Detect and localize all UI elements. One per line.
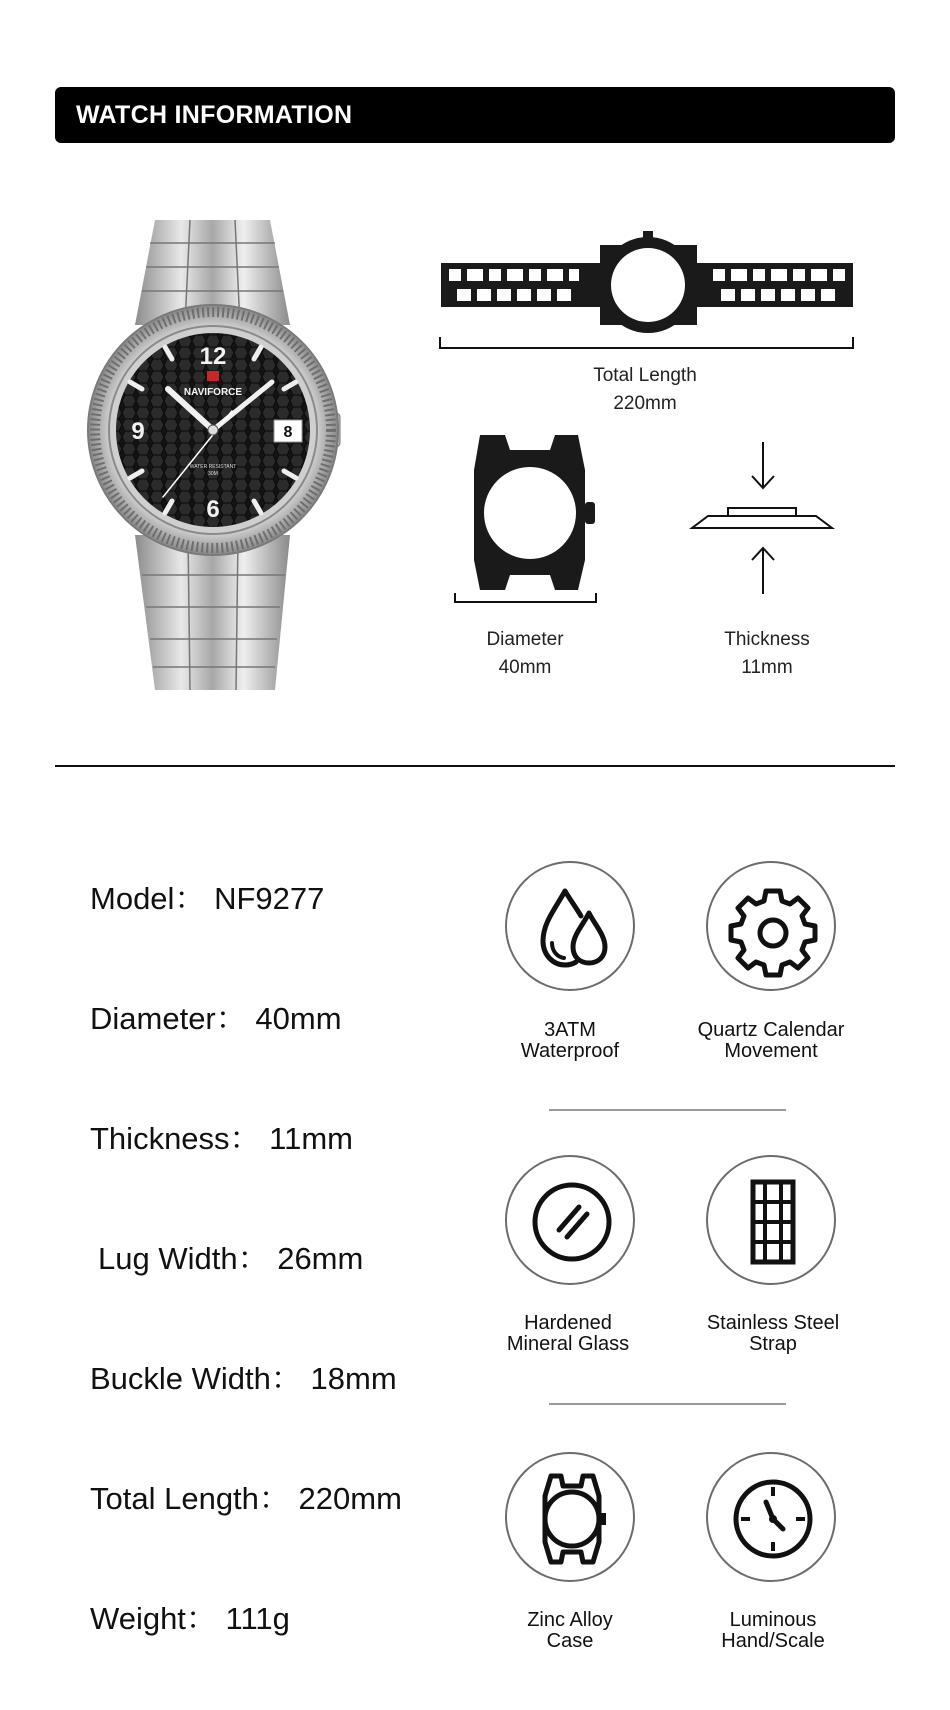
spec-value: 26mm [277, 1241, 364, 1276]
thickness-value: 11mm [741, 657, 793, 678]
spec-label: Diameter [90, 1001, 216, 1036]
feature-line2: Mineral Glass [506, 1333, 630, 1355]
steel-strap-icon [708, 1157, 838, 1287]
feature-line1: Hardened [524, 1312, 612, 1334]
thickness-diagram [688, 438, 848, 598]
spec-label: Total Length [90, 1481, 259, 1516]
total-length-title: Total Length [593, 365, 697, 386]
spec-label: Model [90, 881, 175, 916]
feature-line2: Case [546, 1630, 594, 1652]
feature-glass-circle [505, 1155, 635, 1285]
spec-weight: Weight： 111g [90, 1601, 290, 1636]
spec-label: Thickness [90, 1121, 230, 1156]
feature-strap-circle [706, 1155, 836, 1285]
spec-total-length: Total Length： 220mm [90, 1481, 402, 1516]
spec-label: Buckle Width [90, 1361, 271, 1396]
feature-movement-circle [706, 861, 836, 991]
feature-waterproof-circle [505, 861, 635, 991]
spec-model: Model： NF9277 [90, 881, 325, 916]
feature-line1: Quartz Calendar [697, 1019, 845, 1041]
dial-text-water: WATER RESISTANT [189, 464, 237, 470]
section-divider [55, 765, 895, 767]
feature-glass-label [458, 1313, 678, 1355]
feature-separator [549, 1403, 786, 1405]
feature-line2: Strap [749, 1333, 797, 1355]
feature-line2: Hand/Scale [721, 1630, 825, 1652]
diameter-label [430, 626, 620, 682]
dial-numeral-6: 6 [206, 496, 220, 523]
date-window: 8 [283, 424, 293, 441]
water-drops-icon [507, 863, 637, 993]
diameter-title: Diameter [486, 629, 564, 650]
thickness-label [672, 626, 862, 682]
total-length-value: 220mm [613, 393, 677, 414]
watch-product-image [80, 215, 360, 695]
brand-logo-text: NAVIFORCE [183, 387, 243, 398]
spec-value: 40mm [255, 1001, 342, 1036]
feature-case-label [460, 1610, 680, 1652]
feature-movement-label [661, 1020, 881, 1062]
feature-line1: 3ATM [544, 1019, 596, 1041]
dial-numeral-12: 12 [199, 343, 227, 370]
feature-line2: Waterproof [520, 1040, 620, 1062]
feature-line1: Stainless Steel [706, 1312, 840, 1334]
spec-label: Lug Width [98, 1241, 238, 1276]
glass-icon [507, 1157, 637, 1287]
feature-line2: Movement [724, 1040, 818, 1062]
thickness-title: Thickness [724, 629, 810, 650]
spec-value: 18mm [310, 1361, 397, 1396]
feature-separator [549, 1109, 786, 1111]
spec-value: 11mm [269, 1121, 353, 1156]
total-length-label [540, 362, 750, 418]
diameter-value: 40mm [498, 657, 552, 678]
watch-case-icon [507, 1454, 637, 1584]
spec-value: 220mm [298, 1481, 402, 1516]
spec-thickness: Thickness： 11mm [90, 1121, 353, 1156]
dial-numeral-9: 9 [131, 418, 145, 445]
spec-buckle-width: Buckle Width： 18mm [90, 1361, 397, 1396]
spec-value: 111g [225, 1601, 290, 1636]
strap-length-diagram [435, 225, 855, 355]
feature-line1: Zinc Alloy [527, 1609, 613, 1631]
spec-value: NF9277 [214, 881, 325, 916]
page-title: WATCH INFORMATION [76, 101, 353, 129]
feature-luminous-circle [706, 1452, 836, 1582]
spec-lug-width: Lug Width： 26mm [98, 1241, 364, 1276]
feature-case-circle [505, 1452, 635, 1582]
gear-icon [708, 863, 838, 993]
feature-line1: Luminous [729, 1609, 817, 1631]
clock-icon [708, 1454, 838, 1584]
feature-waterproof-label [460, 1020, 680, 1062]
spec-label: Weight [90, 1601, 186, 1636]
diameter-diagram [450, 430, 610, 610]
dial-text-depth: 30M [208, 471, 218, 477]
feature-luminous-label [663, 1610, 883, 1652]
feature-strap-label [663, 1313, 883, 1355]
spec-diameter: Diameter： 40mm [90, 1001, 342, 1036]
